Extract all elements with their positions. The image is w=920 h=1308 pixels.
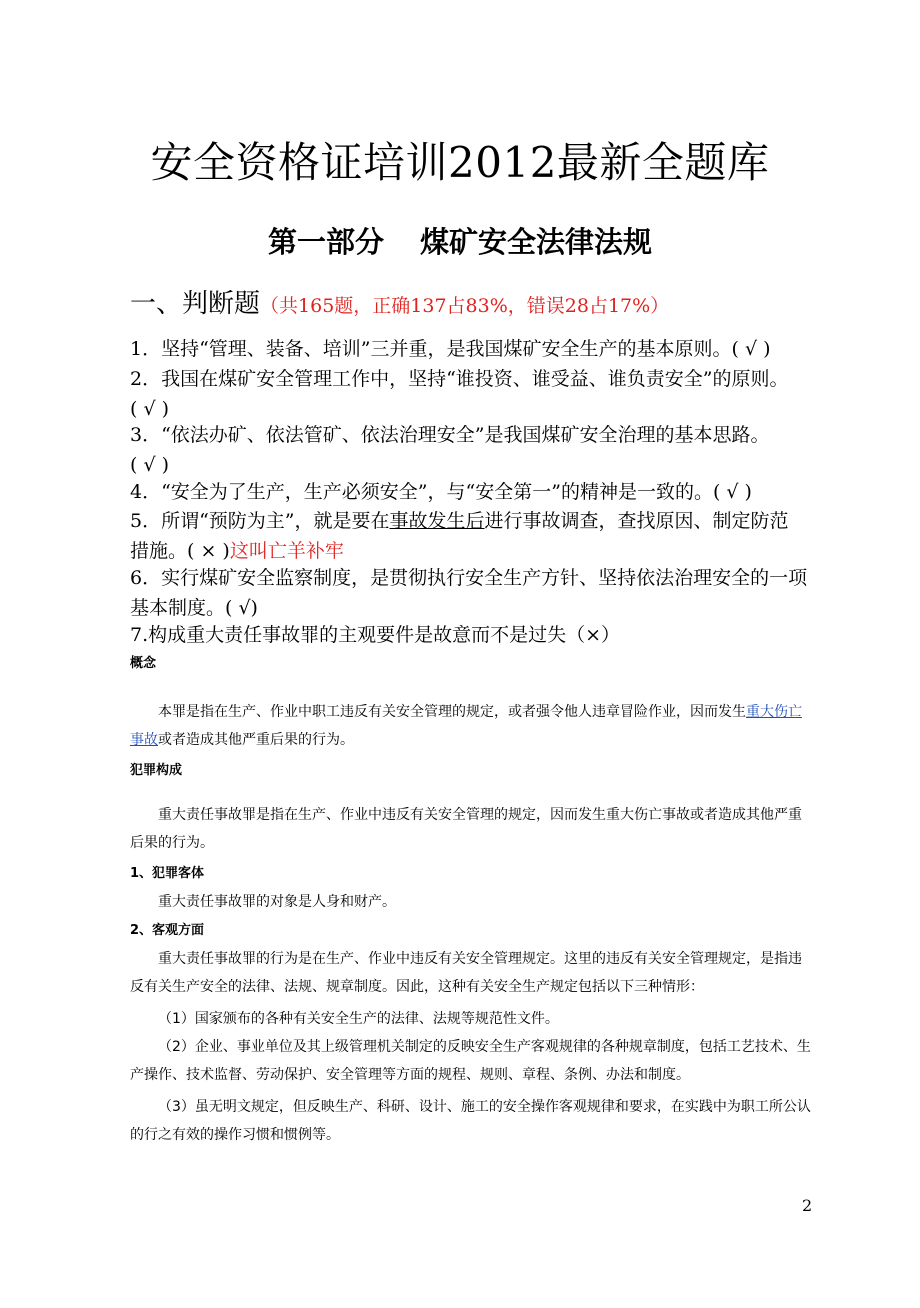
crime-object-heading: 1、犯罪客体 (130, 866, 205, 881)
question-2-line2: ( √ ) (130, 398, 170, 420)
document-title: 安全资格证培训2012最新全题库 (150, 138, 770, 187)
question-5-answer: 措施。( × ) (130, 540, 230, 562)
list-item-3: （3）虽无明文规定，但反映生产、科研、设计、施工的安全操作客观规律和要求，在实践中为职工所公认的行之有效的操作习惯和惯例等。 (130, 1099, 811, 1143)
concept-heading: 概念 (130, 656, 157, 671)
concept-paragraph (130, 698, 814, 754)
part-name: 煤矿安全法律法规 (420, 225, 653, 259)
question-5 (130, 506, 820, 566)
part-heading (0, 222, 920, 262)
question-5-post: 进行事故调查，查找原因、制定防范 (484, 510, 789, 532)
major-casualty-link[interactable]: 重大伤亡事故 (130, 704, 802, 748)
crime-composition-heading: 犯罪构成 (130, 763, 183, 778)
question-5-underlined: 事故发生后 (389, 510, 485, 532)
question-6-line2: 基本制度。( √) (130, 597, 258, 619)
objective-aspect-paragraph: 重大责任事故罪的行为是在生产、作业中违反有关安全管理规定。这里的违反有关安全管理规定，是指违反有关生产安全的法律、法规、规章制度。因此，这种有关安全生产规定包括以下三种情形： (130, 951, 802, 995)
question-5-line2 (130, 536, 820, 566)
question-6-line1: 6．实行煤矿安全监察制度，是贯彻执行安全生产方针、坚持依法治理安全的一项 (130, 567, 808, 589)
question-5-comment: 这叫亡羊补牢 (229, 540, 344, 562)
question-2-line1: 2．我国在煤矿安全管理工作中，坚持“谁投资、谁受益、谁负责安全”的原则。 (130, 368, 789, 390)
question-6 (130, 563, 820, 623)
section-note: （共165题，正确137占83%，错误28占17%） (260, 295, 670, 317)
question-3-line2: ( √ ) (130, 454, 170, 476)
question-7: 7.构成重大责任事故罪的主观要件是故意而不是过失（×） (130, 624, 621, 646)
question-3-line1: 3．“依法办矿、依法管矿、依法治理安全”是我国煤矿安全治理的基本思路。 (130, 424, 770, 446)
crime-composition-paragraph: 重大责任事故罪是指在生产、作业中违反有关安全管理的规定，因而发生重大伤亡事故或者造成其他严重后果的行为。 (130, 807, 802, 851)
question-3 (130, 420, 820, 480)
section-label: 一、判断题 (130, 289, 261, 319)
list-item-1: （1）国家颁布的各种有关安全生产的法律、法规等规范性文件。 (158, 1011, 559, 1027)
concept-text-pre: 本罪是指在生产、作业中职工违反有关安全管理的规定，或者强令他人违章冒险作业，因而发生 (158, 704, 746, 720)
question-2 (130, 364, 820, 424)
list-item-2: （2）企业、事业单位及其上级管理机关制定的反映安全生产客观规律的各种规章制度，包括工艺技术、生产操作、技术监督、劳动保护、安全管理等方面的规程、规则、章程、条例、办法和制度。 (130, 1039, 811, 1083)
section-heading (130, 286, 669, 324)
question-5-line1 (130, 506, 820, 536)
crime-object-paragraph: 重大责任事故罪的对象是人身和财产。 (158, 894, 396, 910)
objective-aspect-heading: 2、客观方面 (130, 923, 205, 938)
question-5-pre: 5．所谓“预防为主”，就是要在 (130, 510, 390, 532)
concept-text-post: 或者造成其他严重后果的行为。 (158, 732, 354, 748)
part-number: 第一部分 (267, 225, 384, 259)
question-4: 4．“安全为了生产，生产必须安全”，与“安全第一”的精神是一致的。( √ ) (130, 481, 752, 503)
page-number: 2 (802, 1196, 813, 1215)
question-1: 1．坚持“管理、装备、培训”三并重，是我国煤矿安全生产的基本原则。( √ ) (130, 338, 771, 360)
